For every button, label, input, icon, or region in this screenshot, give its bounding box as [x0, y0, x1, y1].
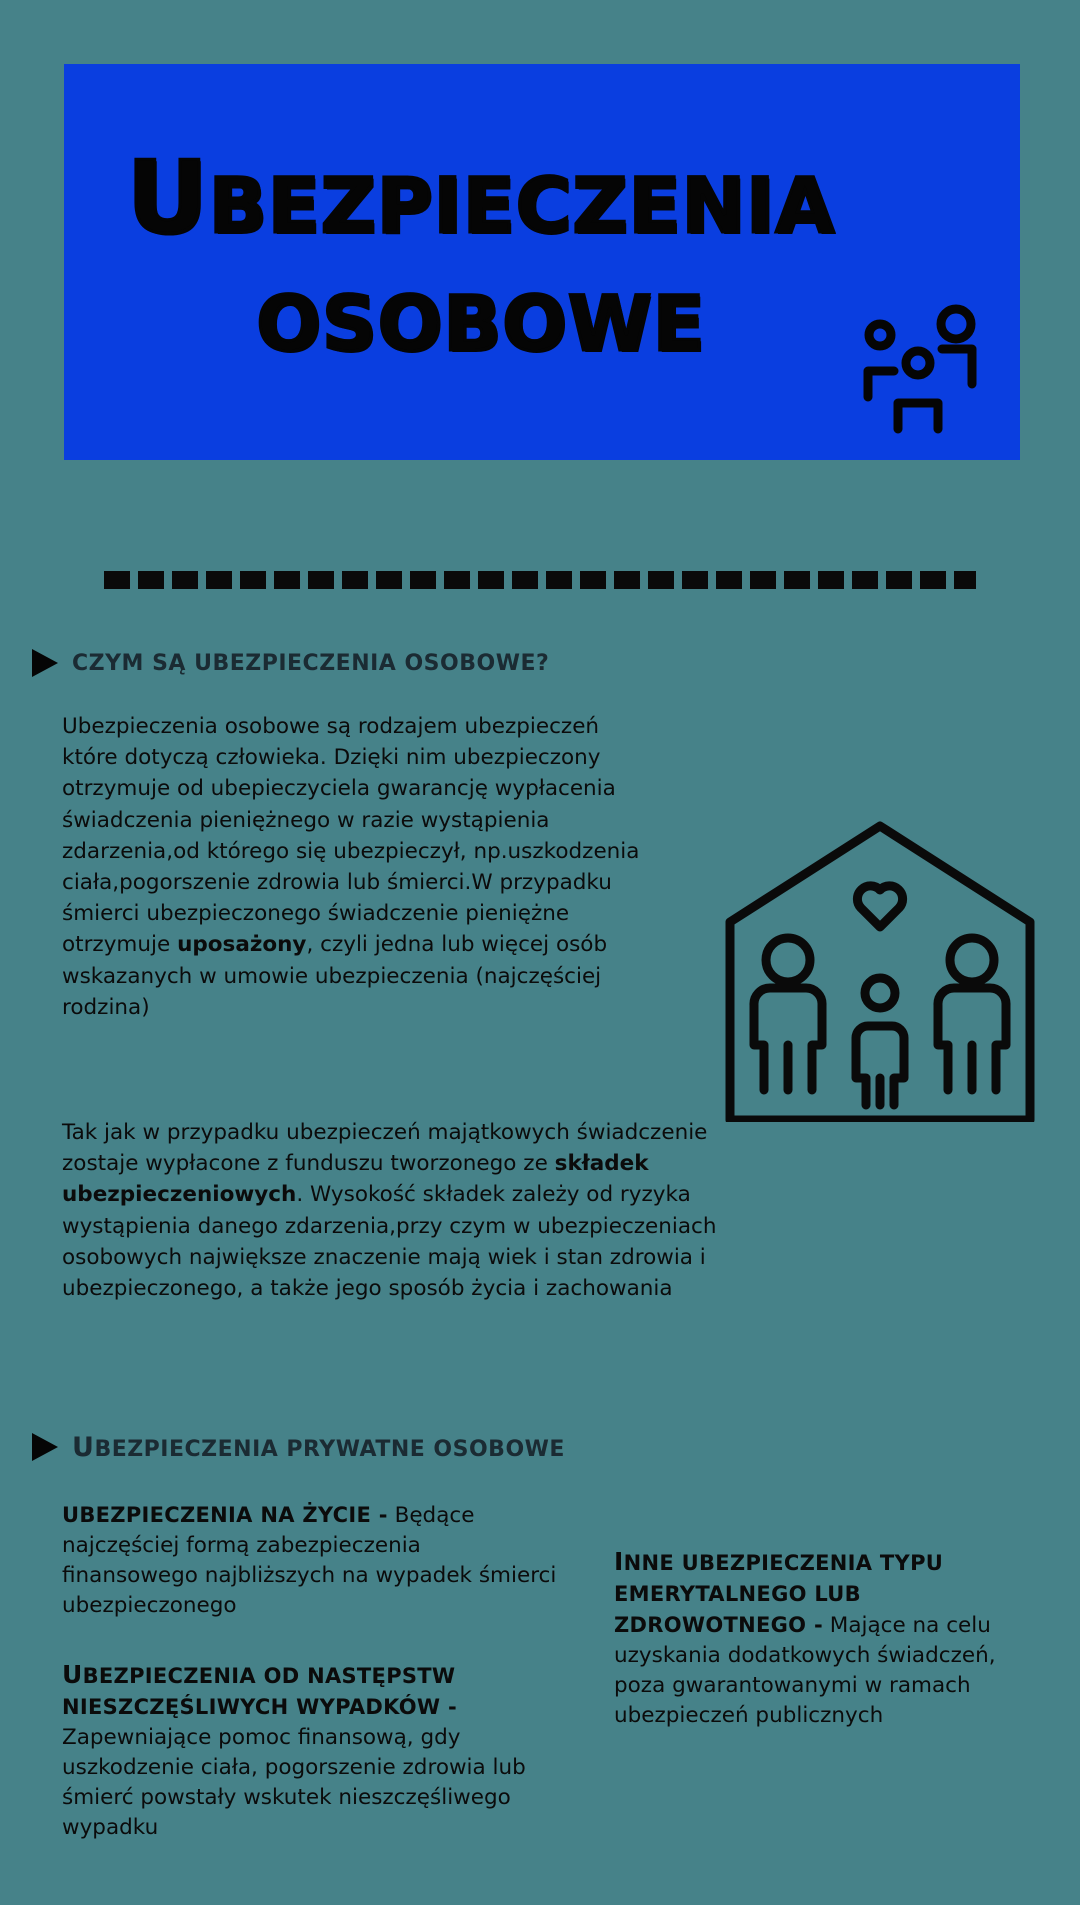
title-line-1: BEZPIECZENIA — [208, 161, 836, 250]
section-heading-what-are — [28, 645, 549, 681]
term-skladki: składek ubezpieczeniowych — [62, 1151, 649, 1208]
triangle-bullet-icon — [28, 1430, 62, 1464]
item-accident-insurance: UBEZPIECZENIA OD NASTĘPSTW NIESZCZĘŚLIWYCH WYPADKÓW - Zapewniające pomoc finansową, gdy uszkodzenie ciała, pogorszenie zdrowia lub śmierć powstały wskutek nieszczęśliwego wypadku — [62, 1660, 526, 1840]
family-house-icon — [724, 820, 1036, 1122]
section-heading-text: UBEZPIECZENIA PRYWATNE OSOBOWE — [72, 1431, 565, 1463]
item-life-insurance: UBEZPIECZENIA NA ŻYCIE - Będące najczęściej formą zabezpieczenia finansowego najbliższych na wypadek śmierci ubezpieczonego — [62, 1503, 557, 1618]
paragraph-premiums: Tak jak w przypadku ubezpieczeń majątkowych świadczenie zostaje wypłacone z funduszu tworzonego ze składek ubezpieczeniowych. Wysokość składek zależy od ryzyka wystąpienia danego zdarzenia,przy czym w ubezpieczeniach osobowych największe znaczenie mają wiek i stan zdrowia i ubezpieczonego, a także jego sposób życia i zachowania — [62, 1120, 717, 1302]
title-banner — [64, 64, 1020, 460]
item-other-insurance: INNE UBEZPIECZENIA TYPU EMERYTALNEGO LUB ZDROWOTNEGO - Mające na celu uzyskania dodatkowych świadczeń, poza gwarantowanymi w ramach ubezpieczeń publicznych — [614, 1547, 996, 1728]
triangle-bullet-icon — [28, 646, 62, 680]
section-heading-private — [28, 1429, 565, 1465]
people-group-icon — [848, 299, 988, 439]
title-initial: U — [126, 139, 209, 256]
term-uposazony: uposażony — [177, 932, 307, 958]
dashed-divider — [104, 570, 976, 590]
title-line-2: OSOBOWE — [256, 279, 706, 368]
paragraph-definition: Ubezpieczenia osobowe są rodzajem ubezpieczeń które dotyczą człowieka. Dzięki nim ubezpieczony otrzymuje od ubepieczyciela gwarancję wypłacenia świadczenia pieniężnego w razie wystąpienia zdarzenia,od którego się ubezpieczył, np.uszkodzenia ciała,pogorszenie zdrowia lub śmierci.W przypadku śmierci ubezpieczonego świadczenie pieniężne otrzymuje uposażony, czyli jedna lub więcej osób wskazanych w umowie ubezpieczenia (najczęściej rodzina) — [62, 714, 640, 1020]
page-title — [64, 139, 898, 383]
section-heading-text: CZYM SĄ UBEZPIECZENIA OSOBOWE? — [72, 650, 550, 676]
